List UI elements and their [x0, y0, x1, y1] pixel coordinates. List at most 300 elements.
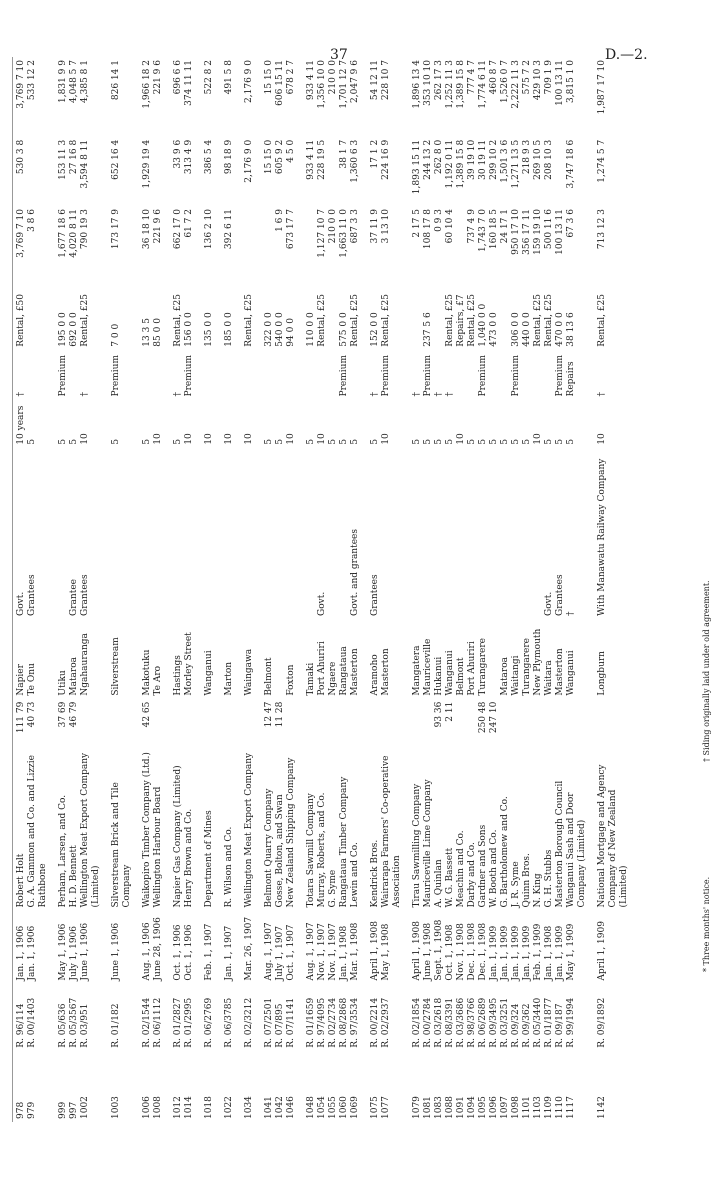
cell-tot: 374 11 11	[184, 60, 194, 106]
cell-date: Jan. 1, 1909	[555, 925, 565, 981]
cell-len	[500, 699, 511, 747]
cell-file: R. 08/2868	[339, 997, 349, 1048]
cell-rec	[153, 137, 164, 206]
cell-len: 46 79	[69, 701, 79, 728]
cell-tot: 1,389 15 8	[456, 60, 466, 109]
cell-date: Oct. 1, 1906	[184, 924, 194, 981]
cell-rec: 530 3 8	[16, 139, 26, 175]
table-row	[381, 57, 403, 1122]
cell-cost: 356 17 11	[522, 209, 532, 255]
cell-rent: Rental, £25	[350, 294, 360, 347]
cell-rent: 473 0 0	[489, 312, 499, 347]
cell-rent: Rental, £25	[467, 294, 477, 347]
cell-rent	[434, 286, 445, 350]
cell-mark	[500, 350, 511, 400]
cell-mark	[153, 350, 164, 400]
cell-rec: 98 18 9	[224, 139, 234, 175]
table-row	[456, 57, 467, 1122]
cell-auth: Grantees	[555, 574, 565, 616]
cell-auth: Grantees	[80, 574, 90, 616]
cell-tot: 522 8 2	[204, 60, 214, 95]
cell-place: Silverstream	[111, 637, 121, 696]
cell-tot: 533 12 2	[27, 60, 37, 101]
cell-date: Jan. 1, 1906	[16, 925, 26, 981]
cell-place: Ngahauranga	[80, 633, 90, 696]
cell-cost: 61 7 2	[184, 209, 194, 238]
cell-mark: Premium	[511, 355, 521, 397]
cell-term: 5	[142, 438, 152, 445]
cell-auth: Grantees	[27, 574, 37, 616]
page-reference: D.—2.	[605, 47, 648, 63]
cell-tot: 262 17 3	[434, 60, 444, 101]
cell-cost: 0 9 3	[434, 209, 444, 232]
cell-term: 5	[69, 438, 79, 445]
cell-mark: †	[445, 391, 455, 397]
cell-name: Darby and Co.	[467, 842, 477, 908]
cell-cost: 221 9 6	[153, 209, 163, 244]
cell-rent: 237 5 6	[423, 312, 433, 347]
table-row	[275, 57, 286, 1122]
cell-cost: 3 8 6	[27, 209, 37, 232]
cell-rent: 110 0 0	[306, 312, 316, 347]
cell-rent: Rental, £25	[533, 294, 543, 347]
cell-len: 40 73	[27, 701, 37, 728]
cell-cost: 737 4 9	[467, 209, 477, 244]
cell-mark: †	[16, 391, 26, 397]
cell-file: R. 09/1892	[597, 997, 607, 1048]
cell-term: 5	[478, 438, 488, 445]
cell-rec: 1,389 15 8	[456, 139, 466, 189]
cell-file: R. 02/2734	[328, 997, 338, 1048]
cell-no: 979	[27, 1101, 37, 1119]
cell-auth	[445, 448, 456, 619]
cell-mark: Premium	[58, 355, 68, 397]
cell-rec: 652 16 4	[111, 139, 121, 180]
cell-mark: Premium	[381, 355, 391, 397]
cell-auth: Govt.	[317, 591, 327, 616]
cell-mark	[286, 350, 297, 400]
cell-auth	[195, 448, 215, 619]
cell-date: April 1, 1908	[412, 921, 422, 981]
cell-mark	[297, 350, 317, 400]
table-row	[195, 57, 215, 1122]
cell-len	[522, 699, 533, 747]
cell-file: R. 00/2214	[370, 997, 380, 1048]
cell-rent	[27, 286, 49, 350]
table-body	[16, 57, 630, 1122]
cell-term: 5	[27, 438, 37, 445]
cell-tot: 2,176 9 0	[244, 60, 254, 103]
cell-name: G. Syme	[328, 869, 338, 908]
cell-file: R. 08/3391	[445, 997, 455, 1048]
cell-tot: 1,252 11 3	[445, 60, 455, 109]
table-row	[133, 57, 153, 1122]
cell-name: Perham, Larsen, and Co.	[58, 794, 68, 908]
cell-cost: 790 19 3	[80, 209, 90, 250]
cell-name: R. Wilson and Co.	[224, 826, 234, 908]
cell-date: May 1, 1908	[381, 923, 391, 981]
table-row	[27, 57, 49, 1122]
cell-date: May 1, 1909	[566, 923, 576, 981]
cell-rent: 575 0 0	[339, 312, 349, 347]
cell-name: Wanganui Sash and Door Company (Limited)	[566, 792, 587, 908]
cell-len	[297, 699, 317, 747]
cell-no: 1091	[456, 1096, 466, 1119]
cell-auth: Govt. and grantees	[350, 529, 360, 616]
cell-tot: 2,222 11 3	[511, 60, 521, 109]
cell-name: Department of Mines	[204, 810, 214, 908]
cell-rec: 17 1 2	[370, 139, 380, 169]
cell-auth	[489, 448, 500, 619]
cell-auth	[297, 448, 317, 619]
cell-no: 1048	[306, 1096, 316, 1119]
cell-rent: 135 0 0	[204, 312, 214, 347]
cell-tot: 15 15 0	[264, 60, 274, 95]
cell-len	[328, 699, 339, 747]
cell-rec: 262 8 0	[434, 139, 444, 175]
cell-term: 10 years	[16, 405, 26, 445]
cell-place: Utiku	[58, 670, 68, 696]
cell-name: Wairarapa Farmers' Co-operative Association	[381, 755, 402, 908]
cell-mark: †	[80, 391, 90, 397]
cell-file: R. 05/3567	[69, 997, 79, 1048]
cell-len	[350, 699, 361, 747]
cell-cost: 37 11 9	[370, 209, 380, 244]
cell-cost	[456, 206, 467, 286]
cell-rec: 605 9 2	[275, 139, 285, 175]
cell-date: Dec. 1, 1908	[478, 922, 488, 981]
cell-no: 1003	[111, 1096, 121, 1119]
cell-cost: 500 11 6	[544, 209, 554, 250]
cell-mark	[522, 350, 533, 400]
cell-rec	[27, 137, 49, 206]
cell-place	[489, 619, 500, 699]
cell-mark	[317, 350, 328, 400]
cell-name: Meachin and Co.	[456, 830, 466, 908]
cell-rec: 1,893 15 11	[412, 139, 422, 195]
cell-rec: 30 19 11	[478, 139, 488, 180]
cell-file: R. 07/2501	[264, 997, 274, 1048]
table-row	[522, 57, 533, 1122]
cell-rent: 692 0 0	[69, 312, 79, 347]
cell-rent: 540 0 0	[275, 312, 285, 347]
cell-cost: 392 6 11	[224, 209, 234, 250]
cell-tot: 429 10 3	[533, 60, 543, 101]
cell-cost: 159 19 10	[533, 209, 543, 255]
cell-no: 1008	[153, 1096, 163, 1119]
cell-rent: Repairs, £7	[456, 294, 466, 347]
cell-name: Murray, Roberts, and Co.	[317, 792, 327, 908]
cell-auth	[235, 448, 255, 619]
cell-name: G. Bartholomew and Co.	[500, 796, 510, 908]
cell-place: Makotuku	[142, 649, 152, 696]
cell-rec: 218 9 3	[522, 139, 532, 175]
cell-file: R. 03/951	[80, 1003, 90, 1048]
cell-file: R. 96/114	[16, 1003, 26, 1048]
cell-rent: 152 0 0	[370, 312, 380, 347]
cell-rec: 2,176 9 0	[244, 139, 254, 183]
cell-rent: Rental, £25	[80, 294, 90, 347]
cell-name: Robert Holt	[16, 853, 26, 908]
cell-rec: 244 13 2	[423, 139, 433, 180]
cell-len: 250 48	[478, 701, 488, 734]
cell-place: Aramoho	[370, 654, 380, 696]
cell-date: June 1, 1906	[80, 922, 90, 981]
cell-no: 1097	[500, 1096, 510, 1119]
cell-file: R. 01/1877	[544, 997, 554, 1048]
cell-place: Wanganui	[566, 650, 576, 696]
cell-place: Morley Street	[184, 632, 194, 696]
cell-mark	[350, 350, 361, 400]
cell-name: Wellington Harbour Board	[153, 786, 163, 908]
cell-term: 10	[597, 433, 607, 445]
cell-place: Masterton	[350, 648, 360, 696]
cell-name: Silverstream Brick and Tile Company	[111, 782, 132, 908]
cell-rent: 94 0 0	[286, 318, 296, 347]
cell-place: Port Ahuriri	[467, 641, 477, 696]
cell-term: 5	[434, 438, 444, 445]
table-row	[102, 57, 133, 1122]
cell-len	[184, 699, 195, 747]
cell-cost: 1,677 18 6	[58, 209, 68, 258]
cell-cost: 173 17 9	[111, 209, 121, 250]
cell-len	[80, 699, 102, 747]
cell-auth	[403, 448, 423, 619]
cell-file: R. 03/2618	[434, 997, 444, 1048]
cell-place: Masterton	[381, 648, 391, 696]
cell-len	[235, 699, 255, 747]
cell-tot: 1,831 9 9	[58, 60, 68, 103]
cell-name: W. G. Bassett	[445, 847, 455, 908]
cell-no: 1101	[522, 1096, 532, 1119]
cell-tot: 491 5 8	[224, 60, 234, 95]
cell-term: 5	[350, 438, 360, 445]
cell-file: R. 02/3212	[244, 997, 254, 1048]
cell-name: G. A. Gammon and Co. and Lizzie Rathbone	[27, 754, 48, 908]
cell-rent: 185 0 0	[224, 312, 234, 347]
table-row	[255, 57, 275, 1122]
cell-name: H. D. Bennett	[69, 845, 79, 908]
cell-place: Rangataua	[339, 646, 349, 696]
cell-rent: Rental, £25	[597, 294, 607, 347]
cell-term: 5	[445, 438, 455, 445]
cell-len	[566, 699, 588, 747]
cell-file: R. 06/1112	[153, 997, 163, 1048]
cell-cost: 1,663 11 0	[339, 209, 349, 258]
cell-name: Quinn Bros.	[522, 853, 532, 908]
cell-cost: 1 6 9	[275, 209, 285, 232]
cell-term: 10	[381, 433, 391, 445]
cell-cost: 160 18 5	[489, 209, 499, 250]
cell-date: Nov. 1, 1907	[328, 923, 338, 981]
cell-name: Wellington Meat Export Company	[244, 752, 254, 908]
table-row	[286, 57, 297, 1122]
cell-place: Te Onu	[27, 663, 37, 696]
cell-file: R. 03/3251	[500, 997, 510, 1048]
cell-auth: †	[566, 611, 576, 616]
cell-file: R. 02/1854	[412, 997, 422, 1048]
cell-tot: 3,815 1 0	[566, 60, 576, 103]
table-row	[511, 57, 522, 1122]
cell-mark	[275, 350, 286, 400]
table-row	[403, 57, 423, 1122]
cell-place: Belmont	[264, 657, 274, 696]
cell-cost	[297, 206, 317, 286]
cell-date: Oct. 1, 1906	[173, 924, 183, 981]
cell-auth	[500, 448, 511, 619]
table-row	[566, 57, 588, 1122]
table-row	[235, 57, 255, 1122]
cell-rent: 7 0 0	[111, 323, 121, 347]
cell-date: Jan. 1, 1909	[511, 925, 521, 981]
cell-file: R. 06/2769	[204, 997, 214, 1048]
page-number: 37	[330, 47, 348, 63]
table-row	[544, 57, 555, 1122]
cell-auth	[511, 448, 522, 619]
cell-cost: 36 18 10	[142, 209, 152, 250]
cell-term: 5	[111, 438, 121, 445]
cell-name: Lewin and Co.	[350, 842, 360, 908]
cell-date: Jan. 1, 1906	[27, 925, 37, 981]
cell-place: Turangarere	[522, 637, 532, 696]
cell-place: Mangatera	[412, 645, 422, 696]
cell-cost: 2 17 5	[412, 209, 422, 238]
cell-mark	[133, 350, 153, 400]
table-row	[555, 57, 566, 1122]
table-row	[16, 57, 27, 1122]
cell-auth	[215, 448, 235, 619]
cell-len	[286, 699, 297, 747]
cell-name: Kendrick Bros.	[370, 839, 380, 908]
cell-tot: 1,966 18 2	[142, 60, 152, 109]
cell-file: R. 09/187	[555, 1003, 565, 1048]
cell-no: 1094	[467, 1096, 477, 1119]
cell-len	[215, 699, 235, 747]
cell-len	[533, 699, 544, 747]
cell-name: Napier Gas Company (Limited)	[173, 765, 183, 908]
cell-tot: 1,774 6 11	[478, 60, 488, 109]
cell-auth	[255, 448, 275, 619]
cell-file: R. 00/1403	[27, 997, 37, 1048]
cell-auth	[533, 448, 544, 619]
cell-term: 5	[555, 438, 565, 445]
cell-auth	[286, 448, 297, 619]
table-row	[361, 57, 381, 1122]
table-row	[500, 57, 511, 1122]
cell-no: 1098	[511, 1096, 521, 1119]
cell-cost: 1,743 7 0	[478, 209, 488, 252]
cell-cost: 713 12 3	[597, 209, 607, 250]
cell-cost: 67 3 6	[566, 209, 576, 238]
cell-rent	[500, 286, 511, 350]
cell-file: R. 01/2827	[173, 997, 183, 1048]
cell-date: Jan. 1, 1907	[224, 925, 234, 981]
cell-date: June 1, 1906	[111, 922, 121, 981]
cell-rent: 195 0 0	[58, 312, 68, 347]
cell-tot: 100 13 11	[555, 60, 565, 106]
cell-rent: 13 3 5	[142, 318, 152, 347]
top-rule	[12, 57, 13, 1122]
cell-mark: †	[434, 391, 444, 397]
cell-tot: 460 8 7	[489, 60, 499, 95]
cell-rec: 1,929 19 4	[142, 139, 152, 189]
sidings-table	[16, 57, 630, 1122]
cell-name: J. R. Syme	[511, 861, 521, 908]
cell-rent: 440 0 0	[522, 312, 532, 347]
cell-rec: 1,360 6 3	[350, 139, 360, 183]
cell-file: R. 00/2784	[423, 997, 433, 1048]
cell-auth	[522, 448, 533, 619]
cell-date: Feb. 1, 1909	[533, 923, 543, 981]
cell-auth	[339, 448, 350, 619]
cell-term: 5	[467, 438, 477, 445]
cell-rec: 33 9 6	[173, 139, 183, 169]
cell-no: 978	[16, 1101, 26, 1119]
cell-term: 10	[317, 433, 327, 445]
cell-cost: 662 17 0	[173, 209, 183, 250]
cell-no: 1034	[244, 1096, 254, 1119]
cell-len	[339, 699, 350, 747]
cell-file: R. 97/3534	[350, 997, 360, 1048]
cell-no: 1075	[370, 1096, 380, 1119]
cell-date: Aug. 1, 1907	[306, 922, 316, 981]
table-row	[80, 57, 102, 1122]
cell-auth: With Manawatu Railway Company	[597, 458, 607, 616]
cell-date: Jan. 1, 1908	[339, 925, 349, 981]
table-row	[184, 57, 195, 1122]
cell-mark	[456, 350, 467, 400]
cell-term: 5	[522, 438, 532, 445]
cell-len	[195, 699, 215, 747]
cell-date: Mar. 1, 1908	[350, 922, 360, 981]
cell-rec: 299 10 2	[489, 139, 499, 180]
cell-mark	[489, 350, 500, 400]
cell-mark: Premium	[555, 355, 565, 397]
table-row	[297, 57, 317, 1122]
cell-rec: 38 1 7	[339, 139, 349, 169]
cell-place: Mauriceville	[423, 638, 433, 696]
cell-no: 1069	[350, 1096, 360, 1119]
cell-rec: 269 10 5	[533, 139, 543, 180]
cell-no: 1096	[489, 1096, 499, 1119]
cell-tot: 3,769 7 10	[16, 60, 26, 109]
cell-file: R. 05/3440	[533, 997, 543, 1048]
cell-mark: †	[412, 391, 422, 397]
table-row	[350, 57, 361, 1122]
cell-name: Rangataua Timber Company	[339, 776, 349, 908]
cell-no: 1077	[381, 1096, 391, 1119]
cell-rent: 156 0 0	[184, 312, 194, 347]
cell-cost: 950 17 10	[511, 209, 521, 255]
cell-mark	[69, 350, 80, 400]
cell-name: Gosse, Bolton, and Swan	[275, 794, 285, 908]
cell-date: July 1, 1906	[69, 925, 79, 981]
cell-rent: 470 0 0	[555, 312, 565, 347]
cell-no: 1054	[317, 1096, 327, 1119]
cell-len: 247 10	[489, 701, 499, 734]
cell-place: Longburn	[597, 651, 607, 696]
cell-rent: 85 0 0	[153, 318, 163, 347]
cell-no: 1022	[224, 1096, 234, 1119]
cell-file: R. 06/3785	[224, 997, 234, 1048]
cell-file: R. 02/2937	[381, 997, 391, 1048]
cell-rec: 933 4 11	[306, 139, 316, 180]
rotated-table-container	[12, 57, 711, 1122]
table-row	[69, 57, 80, 1122]
cell-place: Belmont	[456, 657, 466, 696]
cell-no: 1012	[173, 1096, 183, 1119]
cell-len	[403, 699, 423, 747]
